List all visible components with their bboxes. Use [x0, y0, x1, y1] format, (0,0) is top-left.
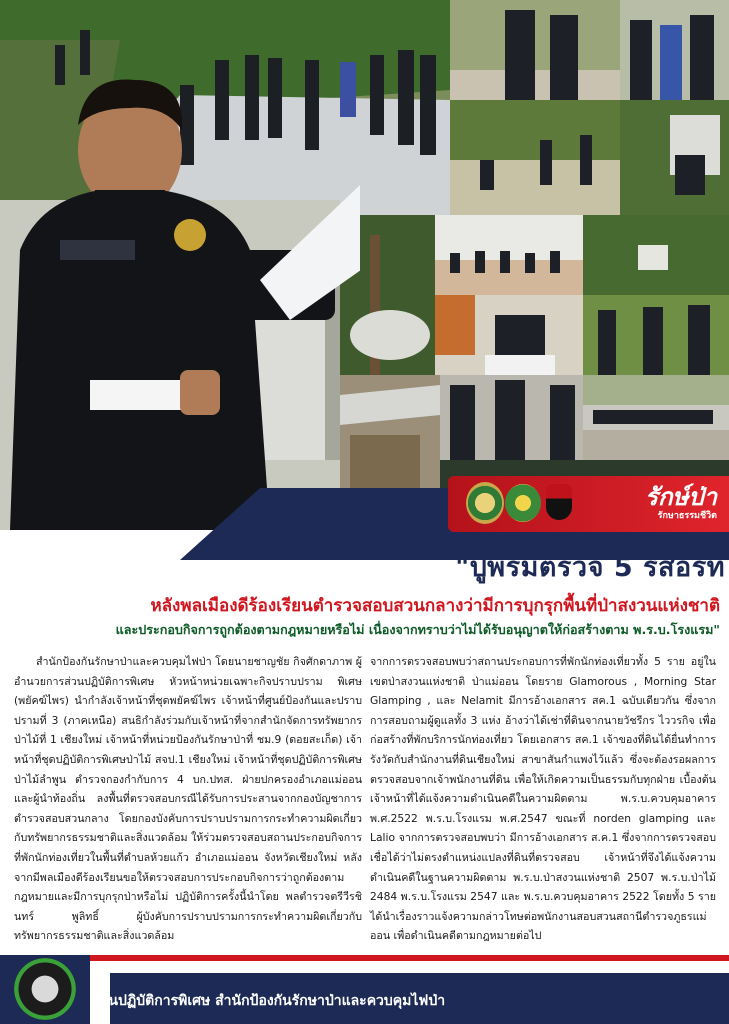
photo-meeting-room — [435, 215, 583, 295]
photo-forest-cabin — [620, 100, 729, 215]
subheadline-green: และประกอบกิจการถูกต้องตามกฎหมายหรือไม่ เนื่องจากทราบว่าไม่ได้รับอนุญาตให้ก่อสร้างตาม พ.ร.บ.โรงแรม" — [115, 622, 720, 637]
brand-logo — [597, 484, 717, 522]
subheadline-red: หลังพลเมืองดีร้องเรียนตำรวจสอบสวนกลางว่ามีการบุกรุกพื้นที่ป่าสงวนแห่งชาติ — [150, 596, 720, 616]
photo-officers-garden — [583, 295, 729, 375]
article-column-left: สำนักป้องกันรักษาป่าและควบคุมไฟป่า โดยนายชาญชัย กิจศักดาภาพ ผู้อำนวยการส่วนปฏิบัติการพิเศษ หัวหน้าหน่วยเฉพาะกิจปราบปราม พิเศษ (พยัคฆ์ไพร) นำกำลังเจ้าหน้าที่ชุดพยัคฆ์ไพร เจ้าหน้าที่ศูนย์ป้องกันและปราบปรามที่ 3 (ภาคเหนือ) สนธิกำลังร่วมกับเจ้าหน้าที่จากสำนักจัดการทรัพยากรป่าไม้ที่ 1 เชียงใหม่ เจ้าหน้าที่หน่วยป้องกันรักษาป่าที่ ชม.9 (ดอยสะเก็ด) เจ้าหน้าที่ชุดปฏิบัติการพิเศษป่าไม้ สจป.1 เชียงใหม่ เจ้าหน้าที่ชุดปฏิบัติการพิเศษป่าไม้ลำพูน ตำรวจกองกำกับการ 4 บก.ปทส. ฝ่ายปกครองอำเภอแม่ออน และผู้นำท้องถิ่น ลงพื้นที่ตรวจสอบกรณีได้รับการประสานจากกองบัญชาการตำรวจสอบสวนกลาง โดยกองบังคับการปราบปรามการกระทำความผิดเกี่ยวกับทรัพยากรธรรมชาติและสิ่งแวดล้อม ให้ร่วมตรวจสอบสถานประกอบกิจการที่พักนักท่องเที่ยวในพื้นที่ตำบลห้วยแก้ว อำเภอแม่ออน จังหวัดเชียงใหม่ หลังจากมีพลเมืองดีร้องเรียนขอให้ตรวจสอบการประกอบกิจการว่าถูกต้องตามกฎหมายและมีการบุกรุกป่าหรือไม่ ปฏิบัติการครั้งนี้นำโดย พลตำรวจตรีวีรชินทร์ พูลิทธิ์ ผู้บังคับการปราบปรามการกระทำความผิดเกี่ยวกับทรัพยากรธรรมชาติและสิ่งแวดล้อม — [14, 655, 362, 943]
national-park-seal-icon — [505, 484, 541, 522]
speaker-figure — [0, 70, 360, 530]
special-operations-shield-icon — [546, 484, 572, 520]
photo-officers-crouching — [450, 100, 620, 215]
photo-officers-standing — [450, 0, 620, 100]
photo-officers-paperwork — [620, 0, 729, 100]
photo-officer-signing — [435, 295, 583, 375]
tiger-unit-emblem-icon — [14, 958, 76, 1020]
forest-department-seal-icon — [466, 482, 504, 524]
brand-name: รักษ์ป่า — [645, 483, 717, 511]
photo-forest-hut — [583, 215, 729, 295]
headline: "ปูพรมตรวจ 5 รีสอร์ท — [455, 552, 725, 583]
article-column-right: จากการตรวจสอบพบว่าสถานประกอบการที่พักนักท่องเที่ยวทั้ง 5 ราย อยู่ในเขตป่าสงวนแห่งชาติ ป่าแม่ออน โดยราย Glamorous , Morning Star Glamping , และ Nelamit มีการอ้างเอกสาร สค.1 ฉบับเดียวกัน ซึ่งจากการสอบถามผู้ดูแลทั้ง 3 แห่ง อ้างว่าได้เช่าที่ดินจากนายวัชรีกร ไววรกิจ เพื่อก่อสร้างที่พักบริการนักท่องเที่ยว โดยเอกสาร สค.1 เจ้าของที่ดินได้ยื่นทำการรังวัดกับสำนักงานที่ดินเชียงใหม่ สาขาสันกำแพงไว้แล้ว ซึ่งจะต้องรอผลการตรวจสอบจากเจ้าพนักงานที่ดิน เพื่อให้เกิดความเป็นธรรมกับทุกฝ่าย เบื้องต้นเจ้าหน้าที่ได้แจ้งความดำเนินคดีในความผิดตาม พ.ร.บ.ควบคุมอาคาร พ.ศ.2522 พ.ร.บ.โรงแรม พ.ศ.2547 ขณะที่ norden glamping และ Lalio จากการตรวจสอบพบว่า มีการอ้างเอกสาร ส.ค.1 ซึ่งจากการตรวจสอบเชื่อได้ว่าไม่ตรงตำแหน่งแปลงที่ดินที่ตรวจสอบ เจ้าหน้าที่จึงได้แจ้งความดำเนินคดีในฐานความผิดตาม พ.ร.บ.ป่าสงวนแห่งชาติ 2507 พ.ร.บ.ป่าไม้ 2484 พ.ร.บ.โรงแรม 2547 และ พ.ร.บ.ควบคุมอาคาร 2522 โดยทั้ง 5 ราย ได้นำเรื่องราวแจ้งความกล่าวโทษต่อพนักงานสอบสวนสถานีตำรวจภูธรแม่ออน เพื่อดำเนินคดีตามกฎหมายต่อไป — [370, 655, 716, 943]
photo-formation-field — [583, 375, 729, 460]
photo-officers-briefing — [440, 375, 583, 460]
brand-tagline: รักษาธรรมชีวิต — [657, 511, 717, 521]
footer-text: ส่วนปฏิบัติการพิเศษ สำนักป้องกันรักษาป่าและควบคุมไฟป่า — [92, 993, 446, 1009]
